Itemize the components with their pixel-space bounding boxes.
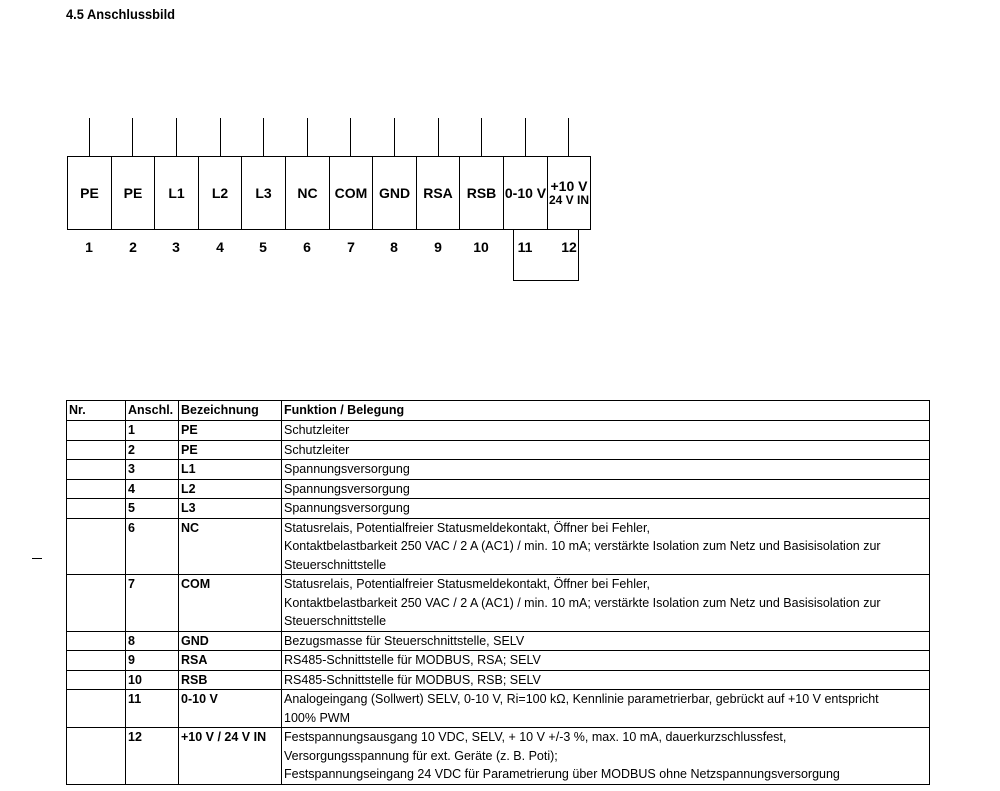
header-nr: Nr. bbox=[67, 401, 126, 421]
table-row bbox=[67, 651, 930, 671]
terminal-number: 5 bbox=[259, 239, 267, 255]
cell-terminal: 6 bbox=[126, 518, 179, 575]
terminal-number: 2 bbox=[129, 239, 137, 255]
terminal-number: 12 bbox=[561, 239, 577, 255]
terminal-wire bbox=[350, 118, 351, 156]
terminal-label: NC bbox=[297, 184, 318, 201]
function-line: Statusrelais, Potentialfreier Statusmeldekontakt, Öffner bei Fehler, bbox=[284, 520, 650, 535]
section-heading: 4.5 Anschlussbild bbox=[66, 6, 176, 22]
cell-name: PE bbox=[179, 440, 282, 460]
terminal-number: 8 bbox=[390, 239, 398, 255]
terminal-wire bbox=[132, 118, 133, 156]
header-name: Bezeichnung bbox=[179, 401, 282, 421]
function-line: Bezugsmasse für Steuerschnittstelle, SELV bbox=[284, 633, 525, 648]
terminal-assignment-table bbox=[66, 400, 930, 785]
cell-function bbox=[282, 651, 930, 671]
function-line: Spannungsversorgung bbox=[284, 481, 410, 496]
function-line: Steuerschnittstelle bbox=[284, 557, 387, 572]
terminal-box bbox=[241, 156, 286, 230]
cell-function bbox=[282, 631, 930, 651]
terminal-wire bbox=[481, 118, 482, 156]
table-row bbox=[67, 460, 930, 480]
cell-function bbox=[282, 499, 930, 519]
cell-function bbox=[282, 440, 930, 460]
table-row bbox=[67, 690, 930, 728]
terminal-wire bbox=[525, 118, 526, 156]
cell-terminal: 1 bbox=[126, 421, 179, 441]
function-line: RS485-Schnittstelle für MODBUS, RSA; SELV bbox=[284, 653, 541, 667]
terminal-label: PE bbox=[80, 184, 99, 201]
table-row bbox=[67, 575, 930, 632]
cell-terminal: 7 bbox=[126, 575, 179, 632]
cell-name: L3 bbox=[179, 499, 282, 519]
table-row bbox=[67, 631, 930, 651]
function-line: Schutzleiter bbox=[284, 423, 350, 437]
cell-nr bbox=[67, 518, 126, 575]
cell-function bbox=[282, 479, 930, 499]
table-row bbox=[67, 440, 930, 460]
terminal-wire bbox=[263, 118, 264, 156]
cell-function bbox=[282, 575, 930, 632]
margin-mark bbox=[32, 558, 42, 559]
function-line: Kontaktbelastbarkeit 250 VAC / 2 A (AC1) / min. 10 mA; verstärkte Isolation zum Netz und Basisisolation zur bbox=[284, 539, 881, 553]
cell-name: COM bbox=[179, 575, 282, 632]
terminal-diagram bbox=[0, 0, 1000, 300]
function-line: Kontaktbelastbarkeit 250 VAC / 2 A (AC1) / min. 10 mA; verstärkte Isolation zum Netz und Basisisolation zur bbox=[284, 595, 881, 610]
analog-terminal-bracket bbox=[513, 230, 579, 281]
cell-nr bbox=[67, 440, 126, 460]
function-line: Spannungsversorgung bbox=[284, 501, 410, 515]
terminal-number: 9 bbox=[434, 239, 442, 255]
cell-function bbox=[282, 460, 930, 480]
table-row bbox=[67, 479, 930, 499]
cell-name: 0-10 V bbox=[179, 690, 282, 728]
terminal-label: COM bbox=[334, 184, 368, 201]
terminal-box bbox=[198, 156, 242, 230]
cell-function bbox=[282, 670, 930, 690]
terminal-number: 10 bbox=[473, 239, 489, 255]
function-line: Festspannungseingang 24 VDC für Parametrierung über MODBUS ohne Netzspannungsversorgung bbox=[284, 767, 840, 781]
cell-nr bbox=[67, 421, 126, 441]
function-line: Schutzleiter bbox=[284, 442, 350, 457]
cell-terminal: 3 bbox=[126, 460, 179, 480]
cell-terminal: 2 bbox=[126, 440, 179, 460]
terminal-sublabel: 24 V IN bbox=[548, 193, 590, 208]
cell-function bbox=[282, 421, 930, 441]
terminal-label: RSA bbox=[423, 184, 453, 201]
cell-terminal: 11 bbox=[126, 690, 179, 728]
cell-name: L2 bbox=[179, 479, 282, 499]
table-row bbox=[67, 728, 930, 785]
table-row bbox=[67, 670, 930, 690]
terminal-box bbox=[459, 156, 504, 230]
terminal-box bbox=[154, 156, 199, 230]
cell-name: +10 V / 24 V IN bbox=[179, 728, 282, 785]
cell-nr bbox=[67, 479, 126, 499]
terminal-box bbox=[285, 156, 330, 230]
cell-terminal: 4 bbox=[126, 479, 179, 499]
terminal-label: +10 V bbox=[550, 178, 588, 195]
cell-nr bbox=[67, 690, 126, 728]
function-line: 100% PWM bbox=[284, 710, 350, 725]
terminal-number: 3 bbox=[172, 239, 180, 255]
cell-terminal: 5 bbox=[126, 499, 179, 519]
terminal-wire bbox=[89, 118, 90, 156]
cell-name: PE bbox=[179, 421, 282, 441]
header-terminal: Anschl. bbox=[126, 401, 179, 421]
terminal-number: 1 bbox=[85, 239, 93, 255]
function-line: Versorgungsspannung für ext. Geräte (z. B. Poti); bbox=[284, 748, 558, 763]
terminal-wire bbox=[220, 118, 221, 156]
terminal-number: 11 bbox=[517, 239, 533, 255]
cell-function bbox=[282, 728, 930, 785]
terminal-label: PE bbox=[123, 184, 143, 201]
function-line: Spannungsversorgung bbox=[284, 462, 410, 476]
function-line: Analogeingang (Sollwert) SELV, 0-10 V, Ri=100 kΩ, Kennlinie parametrierbar, gebrückt auf +10 V entspricht bbox=[284, 692, 879, 706]
cell-nr bbox=[67, 460, 126, 480]
cell-nr bbox=[67, 499, 126, 519]
terminal-wire bbox=[438, 118, 439, 156]
function-line: Statusrelais, Potentialfreier Statusmeldekontakt, Öffner bei Fehler, bbox=[284, 577, 650, 591]
cell-name: GND bbox=[179, 631, 282, 651]
terminal-label: L1 bbox=[168, 184, 185, 201]
terminal-wire bbox=[307, 118, 308, 156]
terminal-box bbox=[111, 156, 155, 230]
terminal-box bbox=[67, 156, 112, 230]
cell-name: NC bbox=[179, 518, 282, 575]
terminal-box bbox=[503, 156, 548, 230]
table-row bbox=[67, 421, 930, 441]
cell-terminal: 10 bbox=[126, 670, 179, 690]
cell-function bbox=[282, 518, 930, 575]
function-line: Steuerschnittstelle bbox=[284, 614, 387, 628]
cell-name: L1 bbox=[179, 460, 282, 480]
terminal-label: 0-10 V bbox=[504, 184, 547, 201]
terminal-number: 7 bbox=[347, 239, 355, 255]
header-function: Funktion / Belegung bbox=[282, 401, 930, 421]
terminal-box bbox=[372, 156, 417, 230]
terminal-wire bbox=[568, 118, 569, 156]
cell-terminal: 9 bbox=[126, 651, 179, 671]
table-header-row bbox=[67, 401, 930, 421]
table-row bbox=[67, 499, 930, 519]
cell-name: RSB bbox=[179, 670, 282, 690]
terminal-label: GND bbox=[378, 184, 411, 201]
terminal-label: L3 bbox=[255, 184, 272, 201]
cell-name: RSA bbox=[179, 651, 282, 671]
terminal-box bbox=[329, 156, 373, 230]
terminal-label: RSB bbox=[466, 184, 497, 201]
terminal-wire bbox=[176, 118, 177, 156]
terminal-box bbox=[547, 156, 591, 230]
function-line: Festspannungsausgang 10 VDC, SELV, + 10 V +/-3 %, max. 10 mA, dauerkurzschlussfest, bbox=[284, 730, 787, 744]
terminal-number: 4 bbox=[216, 239, 224, 255]
cell-function bbox=[282, 690, 930, 728]
terminal-box bbox=[416, 156, 460, 230]
terminal-wire bbox=[394, 118, 395, 156]
terminal-number: 6 bbox=[303, 239, 311, 255]
terminal-label: L2 bbox=[211, 184, 229, 201]
function-line: RS485-Schnittstelle für MODBUS, RSB; SELV bbox=[284, 672, 541, 687]
cell-nr bbox=[67, 575, 126, 632]
table-row bbox=[67, 518, 930, 575]
cell-terminal: 12 bbox=[126, 728, 179, 785]
cell-nr bbox=[67, 651, 126, 671]
cell-nr bbox=[67, 631, 126, 651]
cell-nr bbox=[67, 670, 126, 690]
cell-nr bbox=[67, 728, 126, 785]
cell-terminal: 8 bbox=[126, 631, 179, 651]
